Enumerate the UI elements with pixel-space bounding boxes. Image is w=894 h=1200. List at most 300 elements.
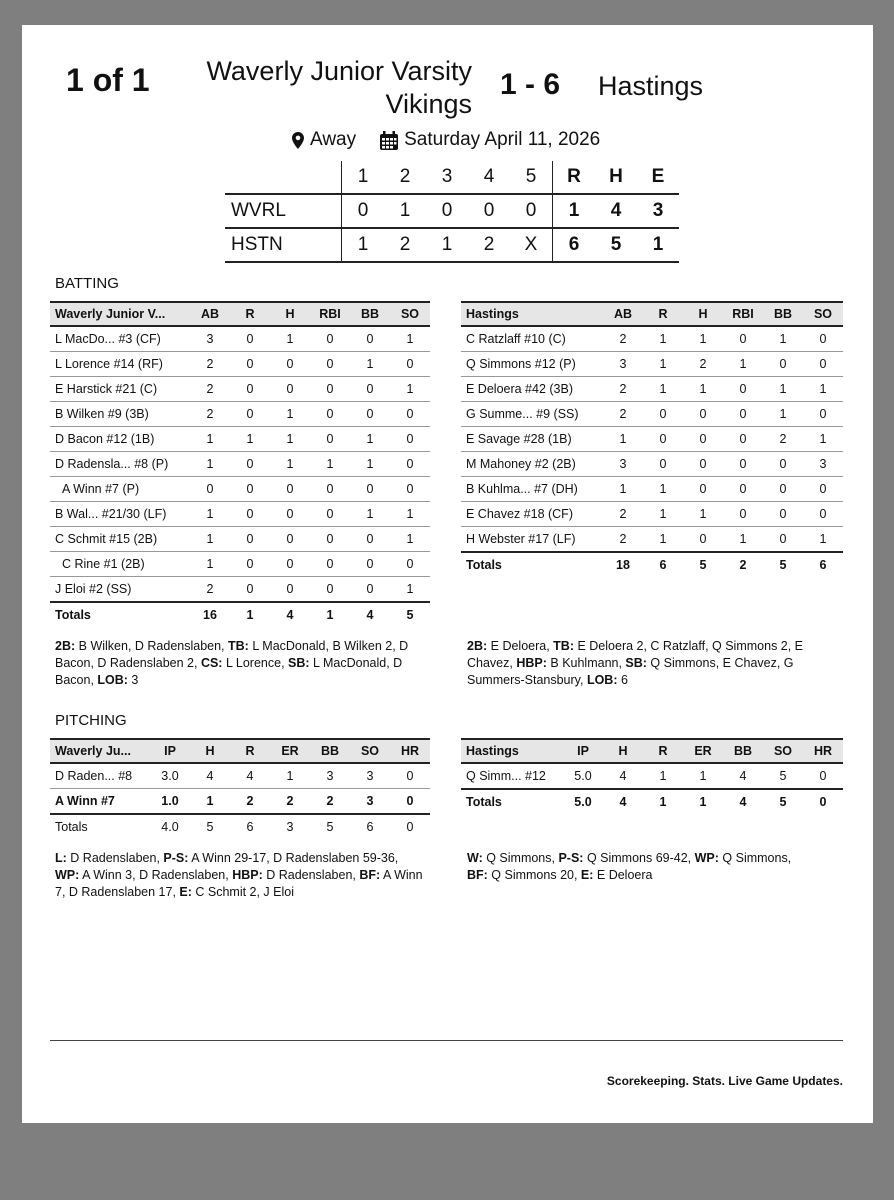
- away-batting-player-row: [50, 502, 430, 527]
- away-batting-player-name: L MacDo... #3 (CF): [50, 326, 190, 352]
- away-pitching-column-header: IP: [164, 744, 176, 758]
- away-pitching-header-row: [50, 739, 430, 763]
- home-batting-stat-cell: 0: [723, 452, 763, 477]
- home-batting-player-name: H Webster #17 (LF): [461, 527, 603, 553]
- away-pitching-note-text: A Winn 3, D Radenslaben,: [79, 868, 233, 882]
- batting-heading: BATTING: [55, 275, 119, 292]
- location-text: Away: [310, 129, 357, 150]
- away-batting-stat-cell: 1: [190, 427, 230, 452]
- away-batting-team-header: Waverly Junior V...: [55, 307, 166, 321]
- home-batting-stat-cell: 1: [683, 377, 723, 402]
- home-batting-player-row: [461, 502, 843, 527]
- away-pitching-total-cell: 3: [270, 814, 310, 839]
- home-pitching-player-row: [461, 763, 843, 789]
- away-batting-note-text: L Lorence,: [222, 656, 289, 670]
- away-batting-stat-cell: 0: [270, 352, 310, 377]
- home-pitching-body: [461, 763, 843, 814]
- away-batting-stat-cell: 0: [230, 452, 270, 477]
- away-batting-stat-cell: 0: [350, 577, 390, 603]
- home-pitching-table: [461, 738, 843, 814]
- game-meta: [292, 129, 600, 151]
- away-batting-stat-cell: 0: [310, 377, 350, 402]
- away-batting-player-row: [50, 452, 430, 477]
- inning-runs: 0: [441, 200, 453, 221]
- home-pitching-player-name: Q Simm... #12: [461, 763, 563, 789]
- away-batting-note-label: CS:: [200, 656, 223, 670]
- away-batting-note-label: LOB:: [97, 673, 128, 687]
- away-pitching-stat-cell: 3.0: [150, 763, 190, 789]
- home-pitching-stat-cell: 5: [763, 763, 803, 789]
- inning-header: 1: [342, 161, 385, 194]
- inning-header: 5: [525, 166, 537, 187]
- away-batting-stat-cell: 1: [390, 326, 430, 352]
- home-batting-table: [461, 301, 843, 577]
- away-batting-stat-cell: 0: [270, 552, 310, 577]
- away-batting-stat-cell: 1: [350, 352, 390, 377]
- away-batting-stat-cell: 0: [390, 427, 430, 452]
- home-batting-stat-cell: 0: [683, 427, 723, 452]
- away-batting-stat-cell: 0: [270, 577, 310, 603]
- footer-tagline: Scorekeeping. Stats. Live Game Updates.: [606, 1074, 843, 1088]
- away-batting-stat-cell: 0: [190, 477, 230, 502]
- away-batting-note-label: 2B:: [55, 639, 76, 653]
- home-batting-player-row: [461, 527, 843, 553]
- home-pitching-header: [461, 739, 843, 763]
- away-batting-player-row: [50, 552, 430, 577]
- away-batting-player-name: C Rine #1 (2B): [50, 552, 190, 577]
- away-batting-stat-cell: 0: [310, 427, 350, 452]
- home-batting-stat-cell: 1: [643, 377, 683, 402]
- home-batting-player-name: C Ratzlaff #10 (C): [461, 326, 603, 352]
- home-batting-total-cell: 18: [603, 552, 643, 577]
- home-batting-stat-cell: 0: [763, 527, 803, 553]
- calendar-icon: [380, 131, 398, 150]
- away-batting-stat-cell: 0: [390, 452, 430, 477]
- home-pitching-totals-label: Totals: [461, 789, 563, 814]
- home-batting-stat-cell: 0: [723, 402, 763, 427]
- home-batting-totals-row: [461, 552, 843, 577]
- away-batting-stat-cell: 0: [310, 552, 350, 577]
- home-batting-stat-cell: 0: [723, 427, 763, 452]
- inning-runs: 0: [525, 200, 537, 221]
- home-batting-header: [461, 302, 843, 326]
- home-pitching-stat-cell: 0: [803, 763, 843, 789]
- home-batting-team-header: Hastings: [466, 307, 519, 321]
- home-batting-stat-cell: 0: [803, 352, 843, 377]
- home-batting-column-header: BB: [773, 307, 793, 321]
- away-batting-stat-cell: 0: [350, 477, 390, 502]
- away-batting-player-row: [50, 352, 430, 377]
- home-batting-stat-cell: 1: [803, 377, 843, 402]
- away-batting-stat-cell: 0: [390, 402, 430, 427]
- home-batting-note-text: B Kuhlmann,: [546, 656, 626, 670]
- away-batting-stat-cell: 0: [310, 352, 350, 377]
- line-score-row: [225, 228, 679, 262]
- away-batting-stat-cell: 2: [190, 377, 230, 402]
- home-pitching-stat-cell: 4: [723, 763, 763, 789]
- home-batting-total-cell: 5: [763, 552, 803, 577]
- home-pitching-note-text: Q Simmons 69-42,: [583, 851, 695, 865]
- home-pitching-notes: [467, 850, 797, 884]
- inning-header: R: [553, 161, 596, 194]
- home-batting-totals-label: Totals: [461, 552, 603, 577]
- away-batting-total-cell: 16: [190, 602, 230, 627]
- away-pitching-player-row: [50, 763, 430, 789]
- inning-runs: 0: [483, 200, 495, 221]
- home-batting-player-name: M Mahoney #2 (2B): [461, 452, 603, 477]
- game-date: Saturday April 11, 2026: [404, 129, 601, 150]
- away-batting-stat-cell: 1: [270, 427, 310, 452]
- away-batting-stat-cell: 0: [230, 477, 270, 502]
- away-batting-player-row: [50, 427, 430, 452]
- away-batting-stat-cell: 1: [390, 502, 430, 527]
- away-batting-stat-cell: 0: [270, 502, 310, 527]
- line-score-body: [225, 194, 679, 262]
- inning-header: H: [609, 166, 623, 187]
- home-pitching-column-header: HR: [813, 744, 833, 758]
- away-pitching-note-label: E:: [179, 885, 192, 899]
- away-batting-stat-cell: 1: [390, 527, 430, 552]
- home-batting-body: [461, 326, 843, 577]
- away-pitching-table: [50, 738, 430, 839]
- home-batting-stat-cell: 0: [643, 402, 683, 427]
- away-batting-column-header: H: [285, 307, 295, 321]
- away-batting-stat-cell: 0: [230, 552, 270, 577]
- away-batting-stat-cell: 0: [350, 527, 390, 552]
- home-batting-note-label: LOB:: [586, 673, 618, 687]
- away-batting-stat-cell: 1: [270, 452, 310, 477]
- away-pitching-stat-cell: 3: [350, 763, 390, 789]
- line-score-h: 4: [610, 200, 622, 221]
- home-batting-stat-cell: 0: [763, 477, 803, 502]
- inning-runs: 2: [483, 234, 495, 255]
- home-batting-notes: [467, 638, 837, 689]
- away-batting-stat-cell: 1: [270, 402, 310, 427]
- away-batting-header: [50, 302, 430, 326]
- away-batting-player-name: L Lorence #14 (RF): [50, 352, 190, 377]
- home-batting-player-row: [461, 477, 843, 502]
- game-counter: 1 of 1: [66, 62, 150, 98]
- away-batting-stat-cell: 2: [190, 402, 230, 427]
- home-batting-stat-cell: 1: [723, 352, 763, 377]
- away-pitching-team-header: Waverly Ju...: [55, 744, 131, 758]
- away-batting-stat-cell: 3: [190, 326, 230, 352]
- away-pitching-column-header: ER: [281, 744, 299, 758]
- away-batting-stat-cell: 1: [350, 502, 390, 527]
- home-batting-note-text: Q Simmons, E Chavez, G Summers-Stansbury,: [467, 656, 794, 687]
- away-pitching-note-label: P-S:: [163, 851, 189, 865]
- home-batting-column-header: SO: [813, 307, 833, 321]
- home-pitching-stat-cell: 5.0: [563, 763, 603, 789]
- inning-header: 3: [441, 166, 453, 187]
- away-pitching-stat-cell: 3: [350, 789, 390, 815]
- away-batting-stat-cell: 0: [310, 527, 350, 552]
- home-batting-column-header: R: [658, 307, 668, 321]
- away-batting-stat-cell: 0: [350, 552, 390, 577]
- away-batting-stat-cell: 0: [390, 352, 430, 377]
- line-score-header-row: [225, 161, 679, 194]
- home-batting-stat-cell: 2: [683, 352, 723, 377]
- home-batting-stat-cell: 1: [643, 477, 683, 502]
- away-batting-column-header: RBI: [319, 307, 341, 321]
- home-batting-player-row: [461, 402, 843, 427]
- away-pitching-stat-cell: 3: [310, 763, 350, 789]
- home-batting-player-name: E Chavez #18 (CF): [461, 502, 603, 527]
- line-score-team: HSTN: [225, 228, 342, 262]
- away-pitching-total-cell: 4.0: [150, 814, 190, 839]
- away-pitching-total-cell: 6: [230, 814, 270, 839]
- inning-runs: 1: [441, 234, 453, 255]
- line-score-e: 1: [652, 234, 664, 255]
- home-pitching-total-cell: 4: [723, 789, 763, 814]
- away-batting-totals-row: [50, 602, 430, 627]
- home-batting-player-row: [461, 427, 843, 452]
- home-batting-stat-cell: 0: [763, 502, 803, 527]
- home-batting-stat-cell: 2: [763, 427, 803, 452]
- home-batting-stat-cell: 2: [603, 326, 643, 352]
- home-pitching-column-header: H: [618, 744, 628, 758]
- home-batting-stat-cell: 0: [803, 477, 843, 502]
- home-batting-player-name: G Summe... #9 (SS): [461, 402, 603, 427]
- away-batting-stat-cell: 0: [230, 577, 270, 603]
- away-batting-body: [50, 326, 430, 627]
- home-batting-stat-cell: 1: [803, 427, 843, 452]
- home-pitching-total-cell: 1: [683, 789, 723, 814]
- away-batting-stat-cell: 0: [230, 527, 270, 552]
- home-batting-player-name: E Savage #28 (1B): [461, 427, 603, 452]
- away-pitching-total-cell: 6: [350, 814, 390, 839]
- away-batting-player-name: A Winn #7 (P): [50, 477, 190, 502]
- away-pitching-stat-cell: 4: [230, 763, 270, 789]
- home-batting-stat-cell: 1: [643, 527, 683, 553]
- line-score-r: 6: [553, 228, 596, 262]
- home-batting-stat-cell: 1: [683, 326, 723, 352]
- away-batting-note-label: SB:: [288, 656, 310, 670]
- away-batting-header-row: [50, 302, 430, 326]
- away-batting-note-text: 3: [127, 673, 139, 687]
- home-batting-stat-cell: 1: [723, 527, 763, 553]
- away-pitching-note-text: A Winn 7, D Radenslaben 17,: [55, 868, 423, 899]
- home-pitching-note-label: BF:: [467, 868, 488, 882]
- home-pitching-column-header: R: [658, 744, 668, 758]
- home-batting-note-label: TB:: [553, 639, 574, 653]
- away-team-name: [172, 55, 472, 121]
- inning-runs: X: [524, 234, 538, 255]
- home-batting-stat-cell: 2: [603, 402, 643, 427]
- home-batting-stat-cell: 0: [683, 477, 723, 502]
- away-batting-note-label: TB:: [228, 639, 249, 653]
- home-batting-stat-cell: 1: [643, 326, 683, 352]
- home-batting-note-text: E Deloera,: [487, 639, 554, 653]
- home-batting-stat-cell: 1: [763, 377, 803, 402]
- away-pitching-note-text: D Radenslaben,: [262, 868, 360, 882]
- home-batting-stat-cell: 0: [643, 427, 683, 452]
- away-pitching-column-header: BB: [320, 744, 340, 758]
- home-batting-total-cell: 6: [803, 552, 843, 577]
- away-batting-total-cell: 4: [350, 602, 390, 627]
- home-batting-stat-cell: 0: [763, 452, 803, 477]
- away-batting-stat-cell: 0: [310, 477, 350, 502]
- away-batting-stat-cell: 1: [190, 552, 230, 577]
- home-batting-stat-cell: 1: [683, 502, 723, 527]
- home-batting-stat-cell: 0: [803, 502, 843, 527]
- away-batting-player-row: [50, 477, 430, 502]
- home-pitching-note-label: E:: [580, 868, 594, 882]
- away-batting-note-text: L MacDonald, D Bacon,: [55, 656, 403, 687]
- away-batting-column-header: AB: [200, 307, 220, 321]
- away-pitching-note-label: HBP:: [232, 868, 263, 882]
- line-score-e: 3: [652, 200, 664, 221]
- away-batting-player-name: D Bacon #12 (1B): [50, 427, 190, 452]
- home-pitching-note-text: Q Simmons 20,: [487, 868, 581, 882]
- home-batting-column-header: H: [698, 307, 708, 321]
- home-batting-stat-cell: 0: [683, 527, 723, 553]
- home-batting-stat-cell: 0: [683, 452, 723, 477]
- home-batting-stat-cell: 3: [603, 452, 643, 477]
- line-score-team: WVRL: [225, 194, 342, 228]
- away-pitching-header: [50, 739, 430, 763]
- home-pitching-note-label: W:: [467, 851, 483, 865]
- home-batting-stat-cell: 0: [723, 502, 763, 527]
- away-pitching-note-text: D Radenslaben,: [66, 851, 164, 865]
- away-batting-stat-cell: 1: [350, 452, 390, 477]
- home-pitching-column-header: IP: [577, 744, 589, 758]
- home-batting-total-cell: 6: [643, 552, 683, 577]
- away-batting-player-row: [50, 527, 430, 552]
- line-score-table: [225, 161, 679, 263]
- away-batting-stat-cell: 1: [390, 377, 430, 402]
- away-batting-stat-cell: 1: [190, 452, 230, 477]
- away-batting-player-name: J Eloi #2 (SS): [50, 577, 190, 603]
- home-batting-stat-cell: 1: [803, 527, 843, 553]
- away-batting-stat-cell: 0: [390, 552, 430, 577]
- home-batting-player-name: B Kuhlma... #7 (DH): [461, 477, 603, 502]
- away-pitching-stat-cell: 2: [310, 789, 350, 815]
- home-batting-player-row: [461, 452, 843, 477]
- home-batting-total-cell: 2: [723, 552, 763, 577]
- away-pitching-total-cell: 5: [310, 814, 350, 839]
- away-batting-stat-cell: 1: [230, 427, 270, 452]
- home-batting-player-row: [461, 326, 843, 352]
- away-pitching-stat-cell: 2: [270, 789, 310, 815]
- pitching-heading: PITCHING: [55, 712, 127, 729]
- away-batting-notes: [55, 638, 415, 689]
- away-batting-stat-cell: 0: [230, 402, 270, 427]
- inning-runs: 1: [399, 200, 411, 221]
- away-pitching-note-label: WP:: [55, 868, 80, 882]
- away-batting-stat-cell: 0: [310, 326, 350, 352]
- away-batting-stat-cell: 0: [310, 502, 350, 527]
- final-score: 1 - 6: [500, 68, 561, 101]
- home-batting-stat-cell: 1: [603, 477, 643, 502]
- home-pitching-totals-row: [461, 789, 843, 814]
- home-batting-stat-cell: 0: [723, 377, 763, 402]
- line-score-r: 1: [553, 194, 596, 228]
- home-batting-player-row: [461, 377, 843, 402]
- home-batting-stat-cell: 0: [803, 326, 843, 352]
- home-batting-stat-cell: 2: [603, 377, 643, 402]
- away-batting-stat-cell: 1: [310, 452, 350, 477]
- home-batting-header-row: [461, 302, 843, 326]
- home-batting-stat-cell: 3: [803, 452, 843, 477]
- home-batting-stat-cell: 1: [643, 502, 683, 527]
- home-batting-stat-cell: 1: [763, 326, 803, 352]
- home-batting-stat-cell: 1: [643, 352, 683, 377]
- home-pitching-note-label: WP:: [694, 851, 719, 865]
- away-pitching-body: [50, 763, 430, 839]
- away-batting-total-cell: 4: [270, 602, 310, 627]
- away-pitching-stat-cell: 0: [390, 763, 430, 789]
- away-batting-stat-cell: 0: [390, 477, 430, 502]
- away-pitching-stat-cell: 4: [190, 763, 230, 789]
- inning-header: E: [651, 166, 665, 187]
- away-batting-stat-cell: 2: [190, 352, 230, 377]
- home-pitching-note-text: Q Simmons,: [482, 851, 559, 865]
- away-batting-player-name: B Wal... #21/30 (LF): [50, 502, 190, 527]
- away-batting-column-header: BB: [360, 307, 380, 321]
- away-batting-player-row: [50, 402, 430, 427]
- home-batting-stat-cell: 0: [643, 452, 683, 477]
- home-pitching-column-header: BB: [733, 744, 753, 758]
- home-batting-player-row: [461, 352, 843, 377]
- inning-runs: 1: [342, 228, 385, 262]
- away-batting-stat-cell: 1: [190, 527, 230, 552]
- away-batting-stat-cell: 0: [230, 502, 270, 527]
- away-batting-table: [50, 301, 430, 627]
- away-batting-stat-cell: 0: [310, 402, 350, 427]
- home-pitching-total-cell: 1: [643, 789, 683, 814]
- away-team-line2: Vikings: [385, 89, 472, 119]
- home-pitching-column-header: SO: [773, 744, 793, 758]
- away-pitching-notes: [55, 850, 423, 901]
- home-pitching-header-row: [461, 739, 843, 763]
- away-team-line1: Waverly Junior Varsity: [206, 56, 472, 86]
- away-batting-player-name: C Schmit #15 (2B): [50, 527, 190, 552]
- inning-header: 2: [399, 166, 411, 187]
- away-batting-stat-cell: 1: [350, 427, 390, 452]
- home-batting-stat-cell: 1: [603, 427, 643, 452]
- away-pitching-stat-cell: 1.0: [150, 789, 190, 815]
- away-batting-totals-label: Totals: [50, 602, 190, 627]
- away-pitching-totals-row: [50, 814, 430, 839]
- away-batting-player-name: E Harstick #21 (C): [50, 377, 190, 402]
- inning-runs: 0: [342, 194, 385, 228]
- home-pitching-total-cell: 0: [803, 789, 843, 814]
- away-pitching-player-row: [50, 789, 430, 815]
- away-batting-player-row: [50, 326, 430, 352]
- away-pitching-note-text: C Schmit 2, J Eloi: [191, 885, 295, 899]
- home-pitching-column-header: ER: [694, 744, 712, 758]
- away-batting-total-cell: 1: [310, 602, 350, 627]
- location-pin-icon: [292, 132, 304, 149]
- away-batting-stat-cell: 2: [190, 577, 230, 603]
- away-batting-column-header: R: [245, 307, 255, 321]
- away-batting-column-header: SO: [400, 307, 420, 321]
- away-pitching-stat-cell: 2: [230, 789, 270, 815]
- away-pitching-note-label: BF:: [359, 868, 381, 882]
- away-batting-stat-cell: 0: [230, 377, 270, 402]
- away-batting-player-row: [50, 377, 430, 402]
- home-batting-stat-cell: 0: [803, 402, 843, 427]
- away-pitching-total-cell: 5: [190, 814, 230, 839]
- away-batting-player-name: B Wilken #9 (3B): [50, 402, 190, 427]
- home-pitching-total-cell: 4: [603, 789, 643, 814]
- away-pitching-stat-cell: 1: [270, 763, 310, 789]
- home-pitching-stat-cell: 1: [683, 763, 723, 789]
- home-batting-column-header: AB: [613, 307, 633, 321]
- home-batting-player-name: E Deloera #42 (3B): [461, 377, 603, 402]
- away-pitching-total-cell: 0: [390, 814, 430, 839]
